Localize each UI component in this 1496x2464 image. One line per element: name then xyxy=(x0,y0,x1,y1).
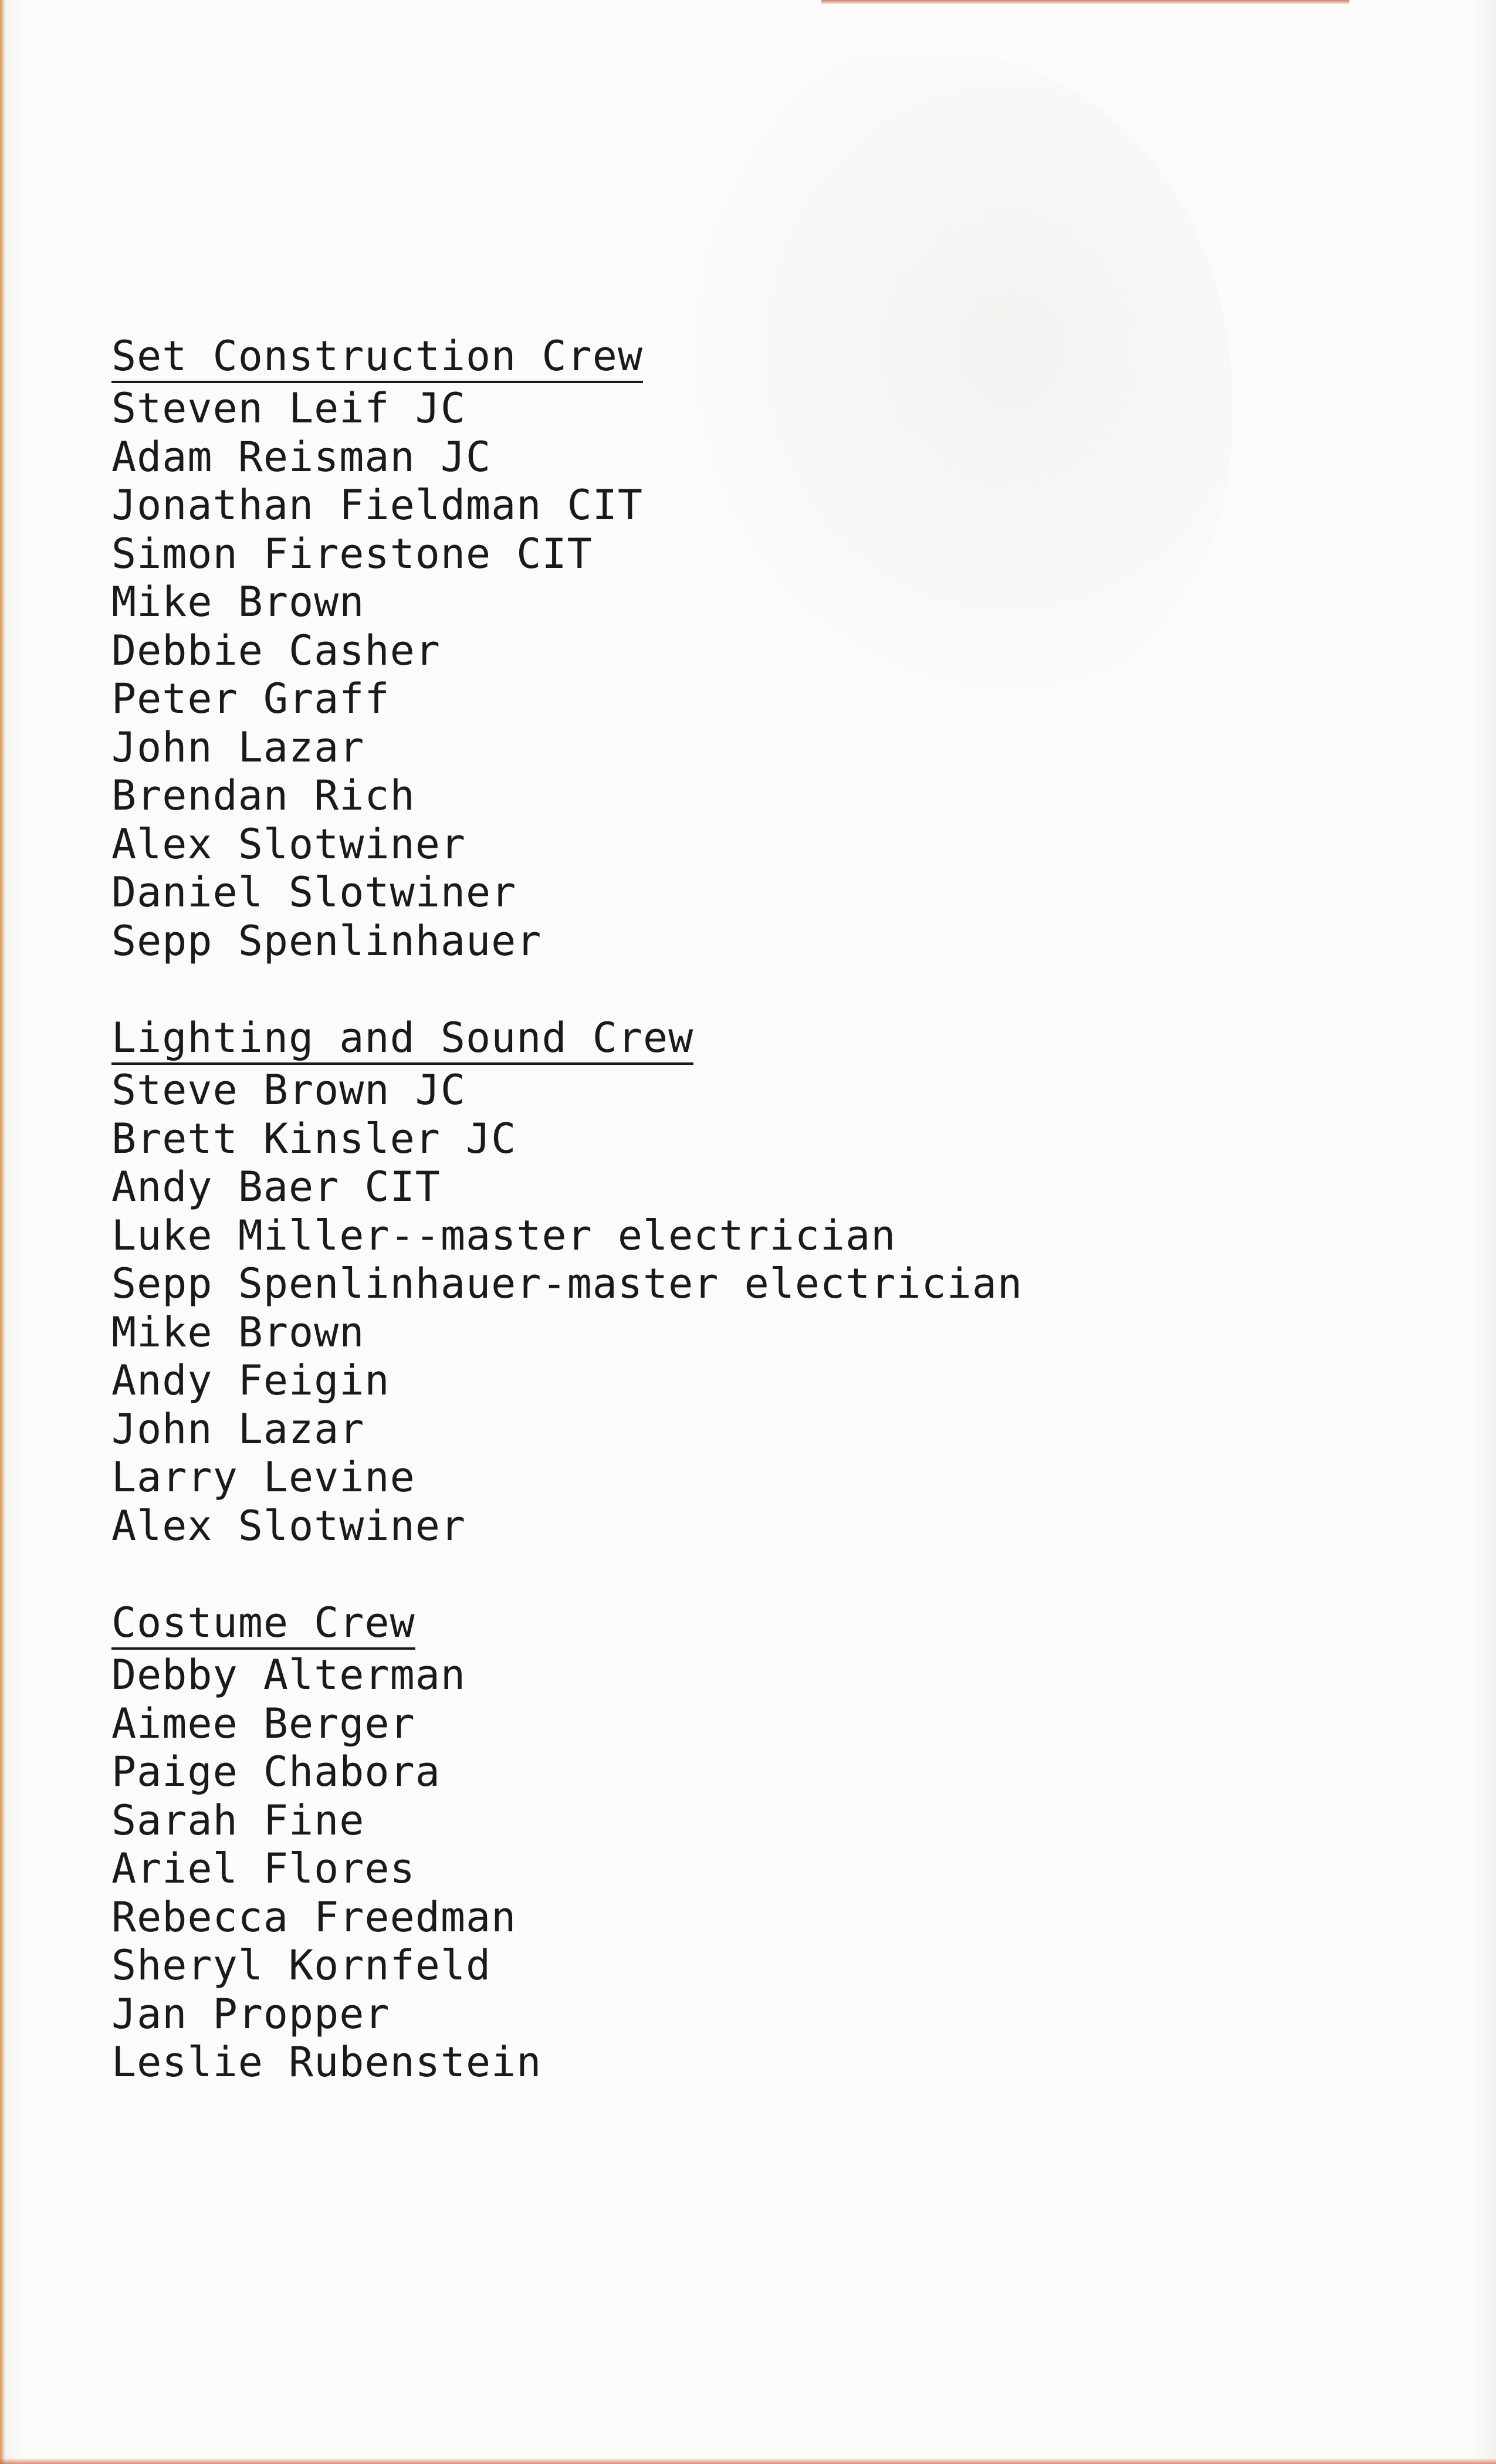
crew-member: Leslie Rubenstein xyxy=(111,2038,542,2086)
crew-member: Adam Reisman JC xyxy=(111,432,492,481)
crew-member: Ariel Flores xyxy=(111,1844,415,1893)
crew-member: Steve Brown JC xyxy=(111,1066,466,1114)
crew-member: Jan Propper xyxy=(111,1989,390,2038)
crew-list xyxy=(111,331,1023,2087)
crew-member: Peter Graff xyxy=(111,675,390,723)
section-heading: Costume Crew xyxy=(111,1598,415,1650)
crew-member: Sepp Spenlinhauer-master electrician xyxy=(111,1260,1023,1308)
crew-member: Sheryl Kornfeld xyxy=(111,1941,492,1989)
crew-member: Daniel Slotwiner xyxy=(111,868,517,916)
crew-member: Alex Slotwiner xyxy=(111,820,466,868)
lighting-and-sound-crew-section xyxy=(111,1013,1023,1550)
crew-member: Mike Brown xyxy=(111,578,365,626)
crew-member: John Lazar xyxy=(111,723,365,771)
crew-member: Paige Chabora xyxy=(111,1748,441,1796)
crew-member: Debby Alterman xyxy=(111,1651,466,1699)
crew-member: Mike Brown xyxy=(111,1308,365,1356)
section-heading: Set Construction Crew xyxy=(111,331,643,383)
crew-member: Rebecca Freedman xyxy=(111,1893,517,1941)
crew-member: Steven Leif JC xyxy=(111,384,466,432)
crew-member: Alex Slotwiner xyxy=(111,1501,466,1550)
crew-member: Debbie Casher xyxy=(111,626,441,675)
crew-member: Sepp Spenlinhauer xyxy=(111,916,542,965)
crew-member: Brett Kinsler JC xyxy=(111,1114,517,1163)
crew-member: Aimee Berger xyxy=(111,1699,415,1748)
costume-crew-section xyxy=(111,1598,1023,2087)
crew-member: Jonathan Fieldman CIT xyxy=(111,481,644,529)
paper-left-edge xyxy=(0,0,5,2464)
paper-bottom-edge xyxy=(0,2458,1496,2464)
crew-member: John Lazar xyxy=(111,1404,365,1453)
crew-member: Sarah Fine xyxy=(111,1796,365,1844)
crew-member: Simon Firestone CIT xyxy=(111,529,593,578)
crew-member: Andy Feigin xyxy=(111,1356,390,1404)
set-construction-crew-section xyxy=(111,331,1023,965)
section-heading: Lighting and Sound Crew xyxy=(111,1013,693,1065)
crew-member: Brendan Rich xyxy=(111,771,415,820)
crew-member: Luke Miller--master electrician xyxy=(111,1211,896,1260)
crew-member: Andy Baer CIT xyxy=(111,1163,441,1211)
paper-top-edge xyxy=(821,0,1349,5)
crew-member: Larry Levine xyxy=(111,1453,415,1501)
